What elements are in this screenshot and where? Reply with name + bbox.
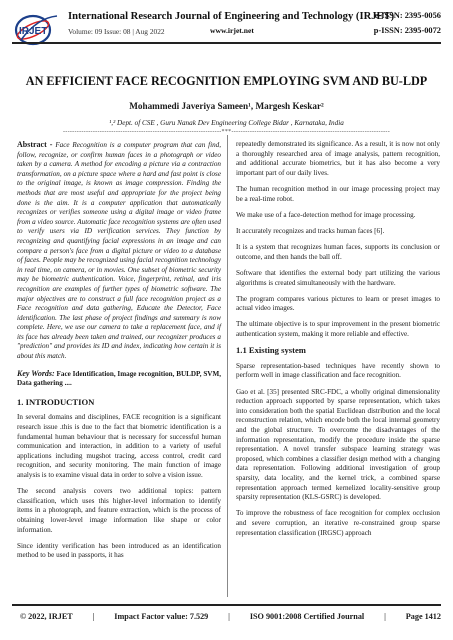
journal-header <box>0 0 453 58</box>
journal-volume: Volume: 09 Issue: 08 | Aug 2022 <box>68 27 165 36</box>
paper-authors: Mohammedi Javeriya Sameen¹, Margesh Keskar² <box>129 101 324 111</box>
body-paragraph: It accurately recognizes and tracks human faces [6]. <box>236 226 385 235</box>
keywords-label: Key Words: <box>17 368 55 378</box>
column-divider <box>227 135 228 597</box>
intro-paragraph: In several domains and disciplines, FACE recognition is a significant research issue .this is due to the fact that biometric identification is a fundamental human behaviour that is necessary for successful human communication and interaction, in addition to a variety of useful applications including mugshot tracing, access control, credit card recognition, and security monitoring. The main function of image analysis is to examine visual data in order to solve a vision issue. <box>17 413 221 479</box>
page-footer <box>0 604 453 640</box>
abstract-text: Face Recognition is a computer program that can find, follow, recognize, or confirm human faces in a photograph or video taken by a camera. A method for encoding a picture via a contraction transformation, on a picture space where a hard and fast point is close to the original image, is known as image compression. Finding the methods that are most useful and appropriate for the project being done is the aim. It is a computer application that automatically recognizes or verifies someone using a digital image or video frame from a video source. Automatic face recognition systems are often used to verify users via ID verification services. They function by recognizing and quantifying facial expressions in an image and can compare a person's face from a digital picture or video to a database of faces. People may be recognized using facial recognition technology in real time, on camera, or in movies. One subset of biometric security may be biometric authentication. Voice, fingerprint, retinal, and iris recognition are examples of further types of biometric software. The major objectives are to construct a full face recognition project as a Face recognition and data gathering, Educate the Detector, Face identification. The last phase of project findings and summary is now complete. Here, we use our camera to take a replacement face, and if its face has already been taken and trained, our recognizer produces a "prediction" and provides its ID and index, indicating how certain it is about this match. <box>17 141 222 361</box>
footer-separator: | <box>384 612 386 621</box>
paper-title: AN EFFICIENT FACE RECOGNITION EMPLOYING SVM AND BU-LDP <box>25 74 428 88</box>
footer-copyright: © 2022, IRJET <box>20 612 73 621</box>
footer-iso: ISO 9001:2008 Certified Journal <box>249 612 365 621</box>
body-paragraph: The human recognition method in our image processing project may be a real-time robot. <box>236 184 440 203</box>
keywords <box>17 369 221 389</box>
footer-separator: | <box>92 612 95 621</box>
body-paragraph: Software that identifies the external body part utilizing the various algorithms is created simultaneously with the hardware. <box>236 268 440 287</box>
body-paragraph: The ultimate objective is to spur improvement in the present biometric authentication system, making it more reliable and effective. <box>236 320 440 339</box>
keywords-text: Face Identification, Image recognition, BULDP, SVM, Data gathering .... <box>17 369 221 388</box>
section-separator: ---------------------------------------------------------------------***--------------------------------------------------------------------- <box>62 129 391 135</box>
section-heading-introduction: 1. INTRODUCTION <box>17 396 95 407</box>
left-column <box>17 140 221 568</box>
footer-impact-factor: Impact Factor value: 7.529 <box>114 612 209 621</box>
e-issn: e-ISSN: 2395-0056 <box>374 11 441 20</box>
paper-affiliation: ¹,² Dept. of CSE , Guru Nanak Dev Engineering College Bidar , Karnataka, India <box>109 119 344 127</box>
body-paragraph: The program compares various pictures to learn or preset images to actual video images. <box>236 294 440 313</box>
journal-title: International Research Journal of Engineering and Technology (IRJET) <box>68 11 395 22</box>
journal-website-link[interactable]: www.irjet.net <box>210 26 254 35</box>
footer-text <box>20 612 441 621</box>
existing-system-paragraph: To improve the robustness of face recognition for complex occlusion and severe corruption, an iterative re-constrained group sparse representation classification (IRGSC) approach <box>236 509 440 537</box>
existing-system-paragraph: Gao et al. [35] presented SRC-FDC, a wholly original dimensionality reduction approach supported by sparse representation, which takes into consideration both the spatial Euclidean distribution and the local reconstruction relation, which encode both the local internal geometry and the global structure. To overcome the disadvantages of the information representation, modify the procedure inside the sparse representation. A novel transfer subspace learning strategy was proposed, which combines a classifier design method with a changing data representation. Following additional investigation of group sparsity, data locality, and the kernel trick, a combined sparse representation approach termed kernelized locality-sensitive group sparsity representation (KLS-GSRC) is developed. <box>236 387 440 502</box>
body-paragraph: It is a system that recognizes human faces, supports its conclusion or outcome, and then hands the ball off. <box>236 243 440 261</box>
body-paragraph: repeatedly demonstrated its significance. As a result, it is now not only a thoroughly researched area of image analysis, pattern recognition, and additional accurate biometrics, but it has also become a very important part of our daily lives. <box>236 140 440 177</box>
body-paragraph: We make use of a face-detection method for image processing. <box>236 210 416 219</box>
header-divider <box>12 42 441 44</box>
abstract <box>17 140 221 362</box>
section-heading-existing-system: 1.1 Existing system <box>236 345 306 356</box>
right-column <box>236 140 440 545</box>
existing-system-paragraph: Sparse representation-based techniques have recently shown to perform well in image classification and face recognition. <box>236 361 440 380</box>
footer-divider <box>12 604 441 606</box>
intro-paragraph: Since identity verification has been introduced as an identification method to be used in passports, it has <box>17 541 221 560</box>
abstract-label: Abstract - <box>17 140 53 149</box>
logo-text: IRJET <box>19 26 48 37</box>
footer-page-number: Page 1412 <box>405 612 441 621</box>
intro-paragraph: The second analysis covers two additional topics: pattern classification, which uses this higher-level information to identify items in a photograph, and feature extraction, which is the process of obtaining lower-level image information like shape or color information. <box>17 487 221 534</box>
p-issn: p-ISSN: 2395-0072 <box>373 26 441 35</box>
irjet-logo-icon <box>13 10 61 50</box>
footer-separator: | <box>228 612 230 621</box>
